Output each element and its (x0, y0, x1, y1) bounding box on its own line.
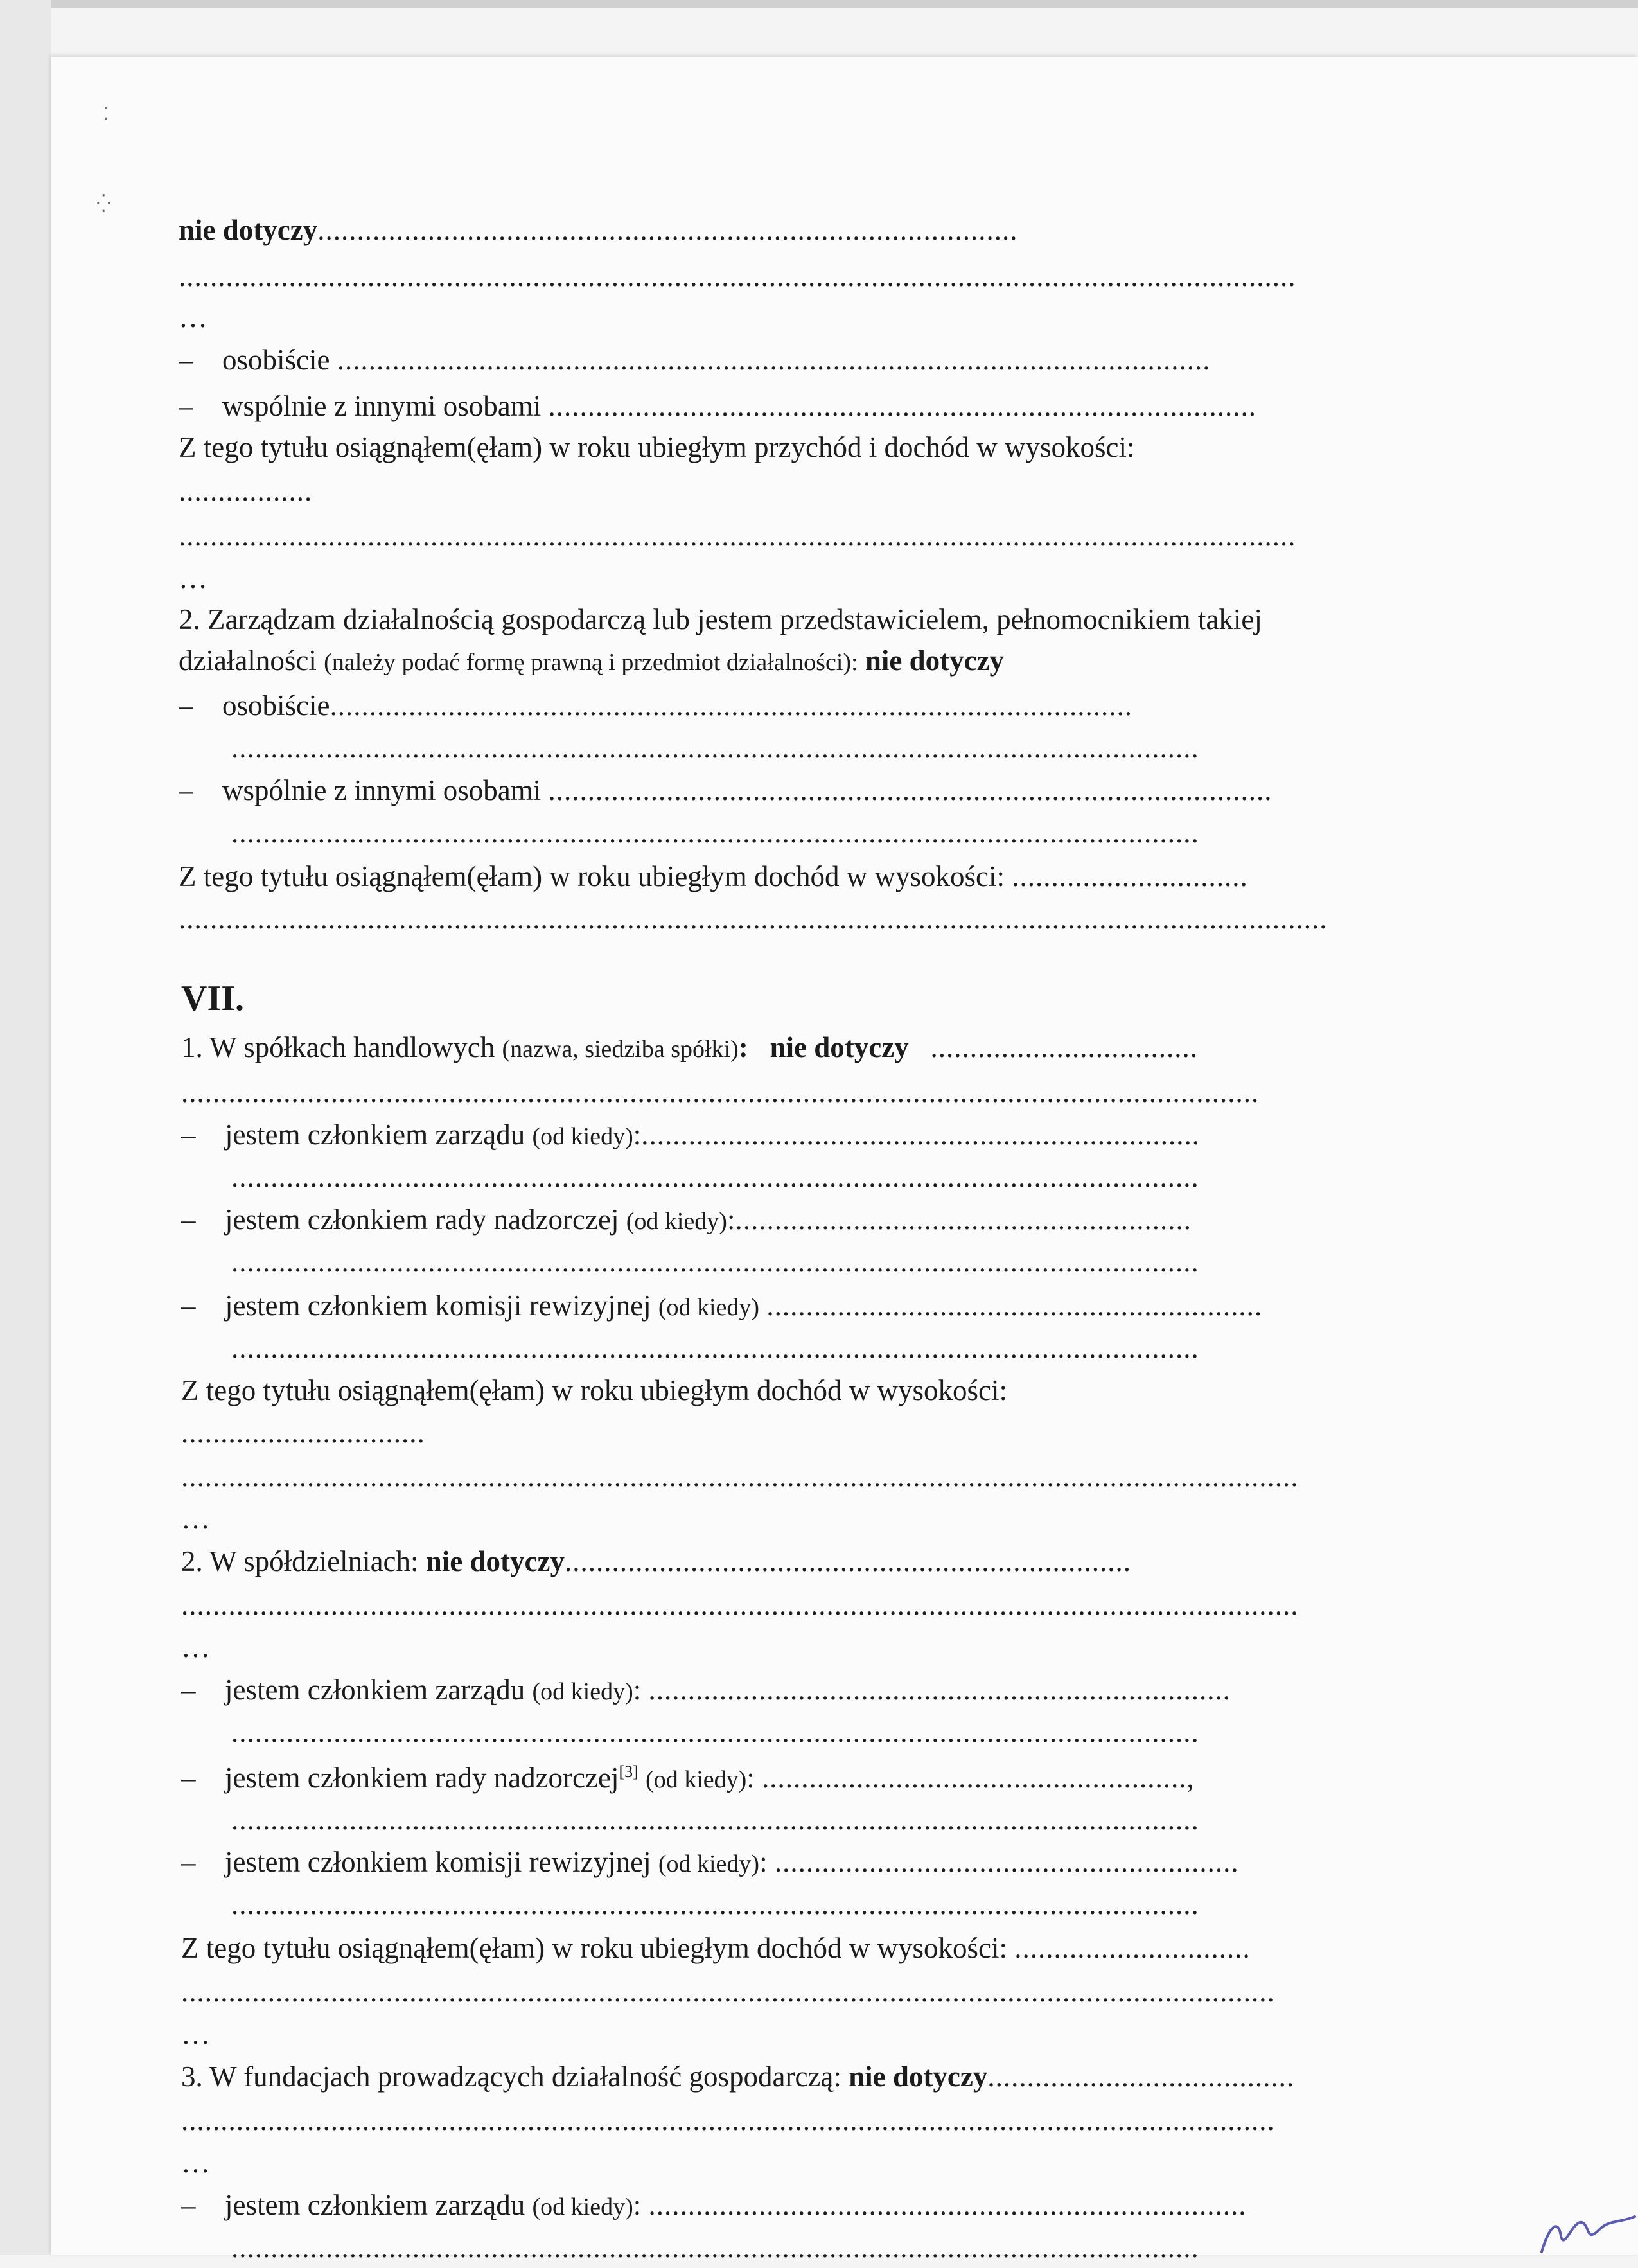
footnote-mark: [3] (619, 1762, 638, 1781)
field-line: nie dotyczy......................................................................................... (179, 214, 1018, 246)
dotted-line: .............................................................................................................................................. (181, 1460, 1299, 1493)
dotted-line: ........................................................................................................................... (231, 1716, 1199, 1748)
board-member-line: – jestem członkiem zarządu (od kiedy): .......................................................................... (181, 1674, 1231, 1706)
supervisory-board-line: – jestem członkiem rady nadzorczej (od kiedy):.......................................................... (181, 1203, 1192, 1236)
dotted-line: ........................................................................................................................... (231, 2231, 1199, 2264)
dotted-line: .............................................................................................................................................. (179, 260, 1296, 292)
board-member-line: – jestem członkiem zarządu (od kiedy):....................................................................... (181, 1119, 1201, 1151)
vii-3-line: 3. W fundacjach prowadzących działalność gospodarczą: nie dotyczy....................................... (181, 2060, 1295, 2093)
ellipsis: … (181, 1631, 210, 1663)
dotted-line: ............................... (181, 1417, 425, 1449)
income-statement: Z tego tytułu osiągnąłem(ęłam) w roku ubiegłym przychód i dochód w wysokości: (179, 431, 1135, 463)
ellipsis: … (181, 2018, 210, 2050)
dotted-line: ........................................................................................................................... (231, 817, 1199, 849)
dotted-line: .............................................................................................................................................. (181, 1589, 1299, 1621)
ellipsis: … (181, 2147, 210, 2179)
dotted-line: ......................................................................................................................................... (181, 1076, 1260, 1108)
section-2-text: 2. Zarządzam działalnością gospodarczą lub jestem przedstawicielem, pełnomocnikiem takiej (179, 603, 1262, 635)
section-2-text-cont: działalności (należy podać formę prawną i przedmiot działalności): nie dotyczy (179, 644, 1005, 677)
supervisory-board-line: – jestem członkiem rady nadzorczej[3] (od kiedy): ......................................................, (181, 1762, 1195, 1794)
ellipsis: … (179, 301, 207, 333)
audit-committee-line: – jestem członkiem komisji rewizyjnej (od kiedy): ........................................................... (181, 1846, 1239, 1878)
dotted-line: ................. (179, 475, 313, 507)
scan-top-edge (0, 0, 1638, 8)
income-line: Z tego tytułu osiągnąłem(ęłam) w roku ubiegłym dochód w wysokości: .............................. (179, 860, 1248, 892)
scan-speck: ⁛ (96, 193, 111, 214)
dotted-line: ........................................................................................................................... (231, 732, 1199, 764)
ellipsis: … (181, 1503, 210, 1535)
dotted-line: ........................................................................................................................................... (181, 2104, 1275, 2136)
jointly-line: – wspólnie z innymi osobami .......................................................................................... (179, 390, 1256, 422)
dotted-line: .................................................................................................................................................. (179, 903, 1328, 935)
audit-committee-line: – jestem członkiem komisji rewizyjnej (od kiedy) ............................................................... (181, 1289, 1263, 1322)
section-heading-vii: VII. (181, 979, 245, 1018)
vii-1-line: 1. W spółkach handlowych (nazwa, siedziba spółki): nie dotyczy .................................. (181, 1031, 1198, 1063)
dotted-line: ........................................................................................................................... (231, 1246, 1199, 1278)
vii-2-line: 2. W spółdzielniach: nie dotyczy........................................................................ (181, 1545, 1131, 1577)
dotted-line: ........................................................................................................................... (231, 1332, 1199, 1364)
personally-line: – osobiście ............................................................................................................... (179, 344, 1211, 376)
ellipsis: … (179, 562, 207, 594)
dotted-line: ........................................................................................................................... (231, 1803, 1199, 1836)
not-applicable-text: nie dotyczy (179, 214, 318, 246)
handwritten-signature (1529, 2204, 1638, 2255)
scan-speck: ⁚ (103, 103, 109, 124)
dotted-line: ........................................................................................................................................... (181, 1976, 1275, 2008)
personally-line: – osobiście...................................................................................................... (179, 689, 1132, 722)
dotted-line: .............................................................................................................................................. (179, 520, 1296, 552)
jointly-line: – wspólnie z innymi osobami ............................................................................................ (179, 774, 1273, 806)
income-line: Z tego tytułu osiągnąłem(ęłam) w roku ubiegłym dochód w wysokości: .............................. (181, 1932, 1251, 1964)
dotted-line: ........................................................................................................................... (231, 1161, 1199, 1193)
income-statement: Z tego tytułu osiągnąłem(ęłam) w roku ubiegłym dochód w wysokości: (181, 1374, 1008, 1406)
scan-left-edge (0, 0, 51, 2255)
board-member-line: – jestem członkiem zarządu (od kiedy): ............................................................................ (181, 2189, 1247, 2221)
dotted-line: ........................................................................................................................... (231, 1888, 1199, 1920)
